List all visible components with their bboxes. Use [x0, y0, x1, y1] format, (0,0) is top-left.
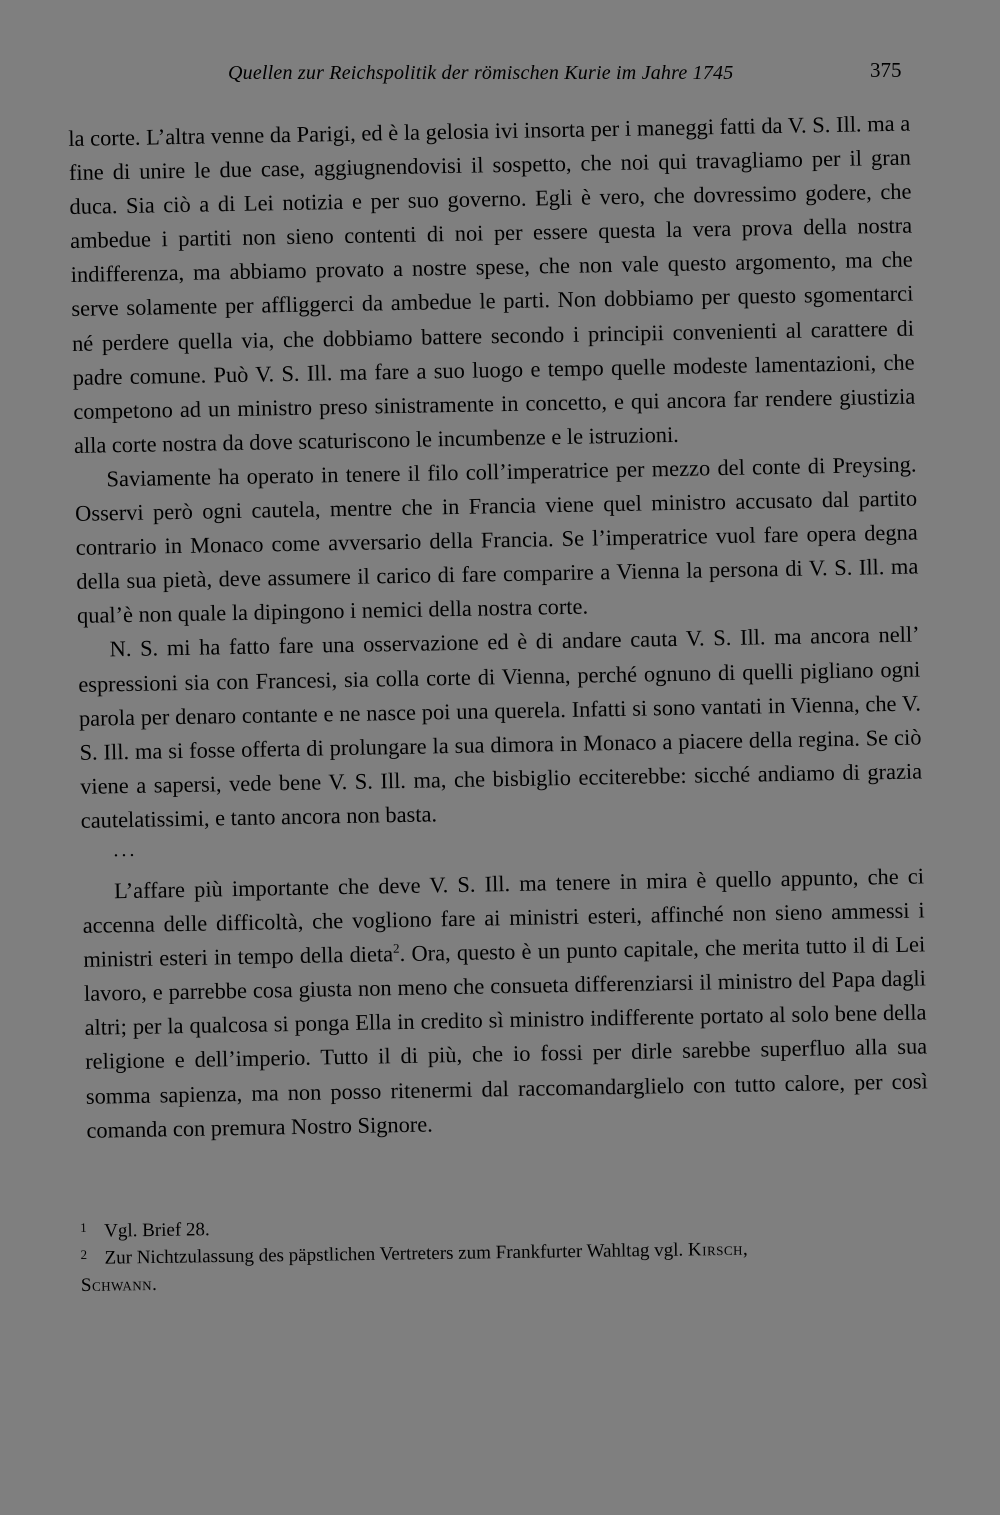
paragraph-4-text-b: . Ora, questo è un punto capitale, che merita tutto il di Lei lavoro, e parrebbe cosa giusta non meno che consueta differenziarsi il ministro del Papa dagli altri; per la qualcosa si ponga Ella in credito sì ministro indifferente portato al solo bene della religione e dell’imperio. Tutto il di più, che io fossi per dirle sarebbe superfluo alla sua somma sapienza, ma non posso ritenermi dal raccomandarglielo con tutto calore, per così comanda con premura Nostro Signore. — [83, 931, 928, 1143]
footnote-ref-2: 2 — [392, 940, 400, 956]
footnote-1-marker: 1 — [80, 1219, 87, 1235]
page-number: 375 — [870, 58, 902, 82]
footnote-2-text: Zur Nichtzulassung des päpstlichen Vertreters zum Frankfurter Wahltag vgl. — [104, 1239, 689, 1269]
paragraph-4-text-a: L’affare più importante che deve V. S. Ill. ma tenere in mira è quello appunto, che ci accenna delle difficoltà, che vogliono fare ai ministri esteri, affinché non sieno ammessi i ministri esteri in tempo della dieta — [82, 863, 925, 973]
paragraph-4 — [82, 859, 929, 1147]
main-text — [68, 107, 929, 1148]
footnotes — [80, 1206, 921, 1299]
footnote-2-author-2: Schwann — [80, 1274, 153, 1296]
footnote-2-marker: 2 — [80, 1246, 88, 1262]
footnote-1-text: Vgl. Brief 28. — [104, 1219, 210, 1242]
paragraph-3: N. S. mi ha fatto fare una osservazione ed è di andare cauta V. S. Ill. ma ancora nell’ espressioni sia con Francesi, sia colla corte di Vienna, perché ognuno di quelli pigliano ogni parola per denaro contante e ne nasce poi una querela. Infatti si sono vantati in Vienna, che V. S. Ill. ma si fosse offerta di prolungare la sua dimora in Monaco a piacere della regina. Se ciò viene a sapersi, vede bene V. S. Ill. ma, che bisbiglio ecciterebbe: sicché andiamo di grazia cautelatissimi, e tanto ancora non basta. — [78, 621, 923, 833]
page-header — [0, 58, 1000, 90]
footnote-2-separator: , — [742, 1238, 748, 1260]
omission-ellipsis: ... — [113, 838, 138, 862]
paragraph-2: Saviamente ha operato in tenere il filo coll’imperatrice per mezzo del conte di Preysing. Osservi però ogni cautela, mentre che in Francia viene quel ministro accusato dal partito contrario in Monaco come avversario della Francia. Se l’imperatrice vuol fare opera degna della sua pietà, deve assumere il carico di fare comparire a Vienna la persona di V. S. Ill. ma qual’è non quale la dipingono i nemici della nostra corte. — [74, 451, 919, 629]
running-head: Quellen zur Reichspolitik der römischen Kurie im Jahre 1745 — [228, 62, 734, 84]
footnote-2-end: . — [151, 1273, 157, 1295]
paragraph-1: la corte. L’altra venne da Parigi, ed è la gelosia ivi insorta per i maneggi fatti da V. S. Ill. ma a fine di unire le due case, aggiugnendovisi il sospetto, che noi qui travagliamo per il gran duca. Sia ciò a di Lei notizia e per suo governo. Egli è vero, che dovressimo godere, che ambedue i partiti non sieno contenti di noi per essere questa la vera prova della nostra indifferenza, ma abbiamo provato a nostre spese, che non vale questo argomento, ma che serve solamente per affliggerci da ambedue le parti. Non dobbiamo per questo sgomentarci né perdere quella via, che dobbiamo battere secondo i principii convenienti al carattere di padre comune. Può V. S. Ill. ma fare a suo luogo e tempo quelle modeste lamentazioni, che competono ad un ministro preso sinistramente in concetto, e qui ancora far rendere giustizia alla corte nostra da dove scaturiscono le incumbenze e le istruzioni. — [68, 110, 916, 458]
footnote-2-author-1: Kirsch — [687, 1238, 744, 1261]
